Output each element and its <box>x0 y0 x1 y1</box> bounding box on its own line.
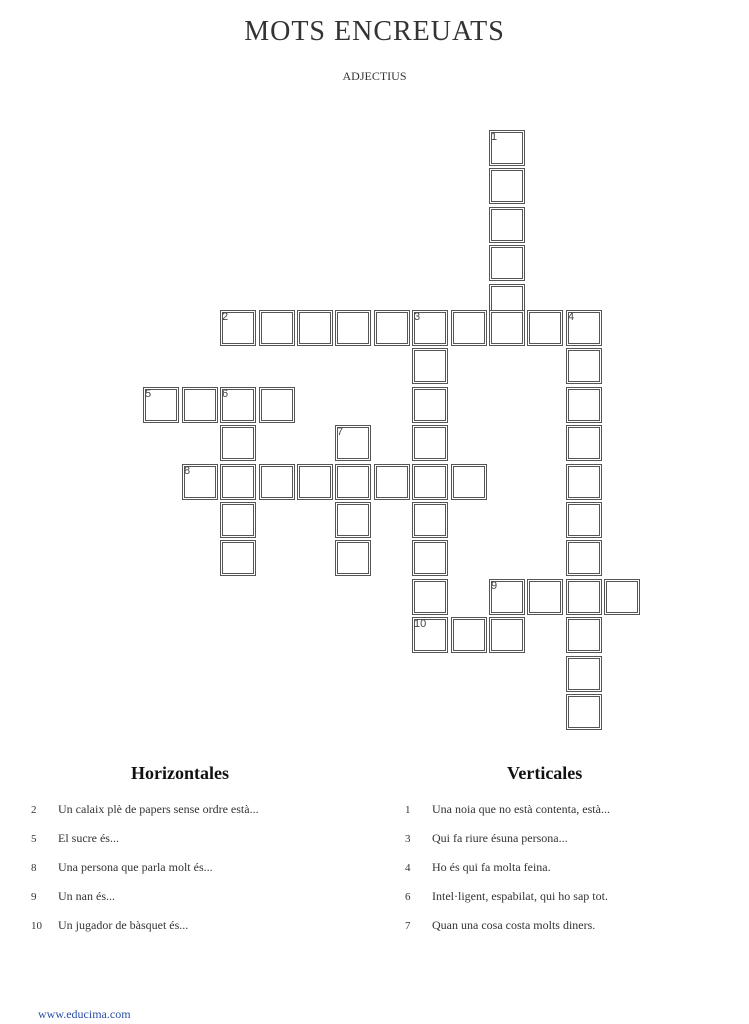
clue-text: Una persona que parla molt és... <box>58 860 213 874</box>
grid-cell[interactable] <box>182 387 218 423</box>
footer-link[interactable]: www.educima.com <box>38 1007 131 1021</box>
grid-cell[interactable] <box>412 310 448 346</box>
grid-cell[interactable] <box>335 464 371 500</box>
grid-cell[interactable] <box>604 579 640 615</box>
clue-text: Intel·ligent, espabilat, qui ho sap tot. <box>432 889 608 903</box>
clue-text: Un calaix plè de papers sense ordre està... <box>58 802 259 816</box>
grid-cell[interactable] <box>489 207 525 243</box>
grid-cell[interactable] <box>335 540 371 576</box>
grid-cell[interactable] <box>489 168 525 204</box>
grid-cell[interactable] <box>335 502 371 538</box>
clue-number: 10 <box>31 920 42 932</box>
grid-cell[interactable] <box>566 540 602 576</box>
clue-number: 8 <box>31 862 37 874</box>
cell-number: 6 <box>222 388 229 400</box>
grid-cell[interactable] <box>335 310 371 346</box>
grid-cell[interactable] <box>489 310 525 346</box>
grid-cell[interactable] <box>335 425 371 461</box>
clue-number: 5 <box>31 833 37 845</box>
clue-text: Una noia que no està contenta, està... <box>432 802 610 816</box>
grid-cell[interactable] <box>220 464 256 500</box>
grid-cell[interactable] <box>489 245 525 281</box>
grid-cell[interactable] <box>259 387 295 423</box>
clue-text: Quan una cosa costa molts diners. <box>432 918 596 932</box>
cell-number: 7 <box>337 426 344 438</box>
grid-cell[interactable] <box>566 617 602 653</box>
grid-cell[interactable] <box>489 130 525 166</box>
grid-cell[interactable] <box>566 310 602 346</box>
clue-text: El sucre és... <box>58 831 119 845</box>
grid-cell[interactable] <box>527 579 563 615</box>
grid-cell[interactable] <box>412 617 448 653</box>
grid-cell[interactable] <box>412 348 448 384</box>
grid-cell[interactable] <box>566 694 602 730</box>
grid-cell[interactable] <box>259 310 295 346</box>
page-subtitle: ADJECTIUS <box>342 69 407 83</box>
grid-cell[interactable] <box>566 656 602 692</box>
grid-cell[interactable] <box>143 387 179 423</box>
grid-cell[interactable] <box>451 464 487 500</box>
cell-number: 9 <box>491 580 498 592</box>
grid-cell[interactable] <box>374 310 410 346</box>
grid-cell[interactable] <box>451 310 487 346</box>
cell-number: 3 <box>414 311 421 323</box>
grid-cell[interactable] <box>220 387 256 423</box>
clue-number: 3 <box>405 833 411 845</box>
clue-text: Un nan és... <box>58 889 115 903</box>
grid-cell[interactable] <box>566 502 602 538</box>
clue-number: 2 <box>31 804 37 816</box>
grid-cell[interactable] <box>451 617 487 653</box>
clue-number: 1 <box>405 804 411 816</box>
grid-cell[interactable] <box>527 310 563 346</box>
grid-cell[interactable] <box>566 387 602 423</box>
cell-number: 2 <box>222 311 229 323</box>
grid-cell[interactable] <box>220 502 256 538</box>
clue-number: 7 <box>405 920 411 932</box>
grid-cell[interactable] <box>566 425 602 461</box>
grid-cell[interactable] <box>220 540 256 576</box>
grid-cell[interactable] <box>182 464 218 500</box>
clue-text: Qui fa riure ésuna persona... <box>432 831 568 845</box>
clue-number: 4 <box>405 862 411 874</box>
down-heading: Verticales <box>507 763 583 783</box>
grid-cell[interactable] <box>489 579 525 615</box>
grid-cell[interactable] <box>566 464 602 500</box>
grid-cell[interactable] <box>259 464 295 500</box>
grid-cell[interactable] <box>412 425 448 461</box>
grid-cell[interactable] <box>412 540 448 576</box>
grid-cell[interactable] <box>412 502 448 538</box>
grid-cell[interactable] <box>297 310 333 346</box>
cell-number: 5 <box>145 388 152 400</box>
cell-number: 8 <box>184 465 191 477</box>
grid-cell[interactable] <box>220 425 256 461</box>
grid-cell[interactable] <box>220 310 256 346</box>
grid-cell[interactable] <box>412 387 448 423</box>
grid-cell[interactable] <box>566 579 602 615</box>
cell-number: 4 <box>568 311 575 323</box>
grid-cell[interactable] <box>412 579 448 615</box>
page-title: MOTS ENCREUATS <box>244 16 505 47</box>
grid-cell[interactable] <box>412 464 448 500</box>
across-heading: Horizontales <box>131 763 229 783</box>
clue-number: 9 <box>31 891 37 903</box>
grid-cell[interactable] <box>374 464 410 500</box>
cell-number: 1 <box>491 131 498 143</box>
grid-cell[interactable] <box>566 348 602 384</box>
clue-number: 6 <box>405 891 411 903</box>
grid-cell[interactable] <box>297 464 333 500</box>
cell-number: 10 <box>414 618 427 630</box>
grid-cell[interactable] <box>489 617 525 653</box>
clue-text: Ho és qui fa molta feina. <box>432 860 551 874</box>
clue-text: Un jugador de bàsquet és... <box>58 918 189 932</box>
